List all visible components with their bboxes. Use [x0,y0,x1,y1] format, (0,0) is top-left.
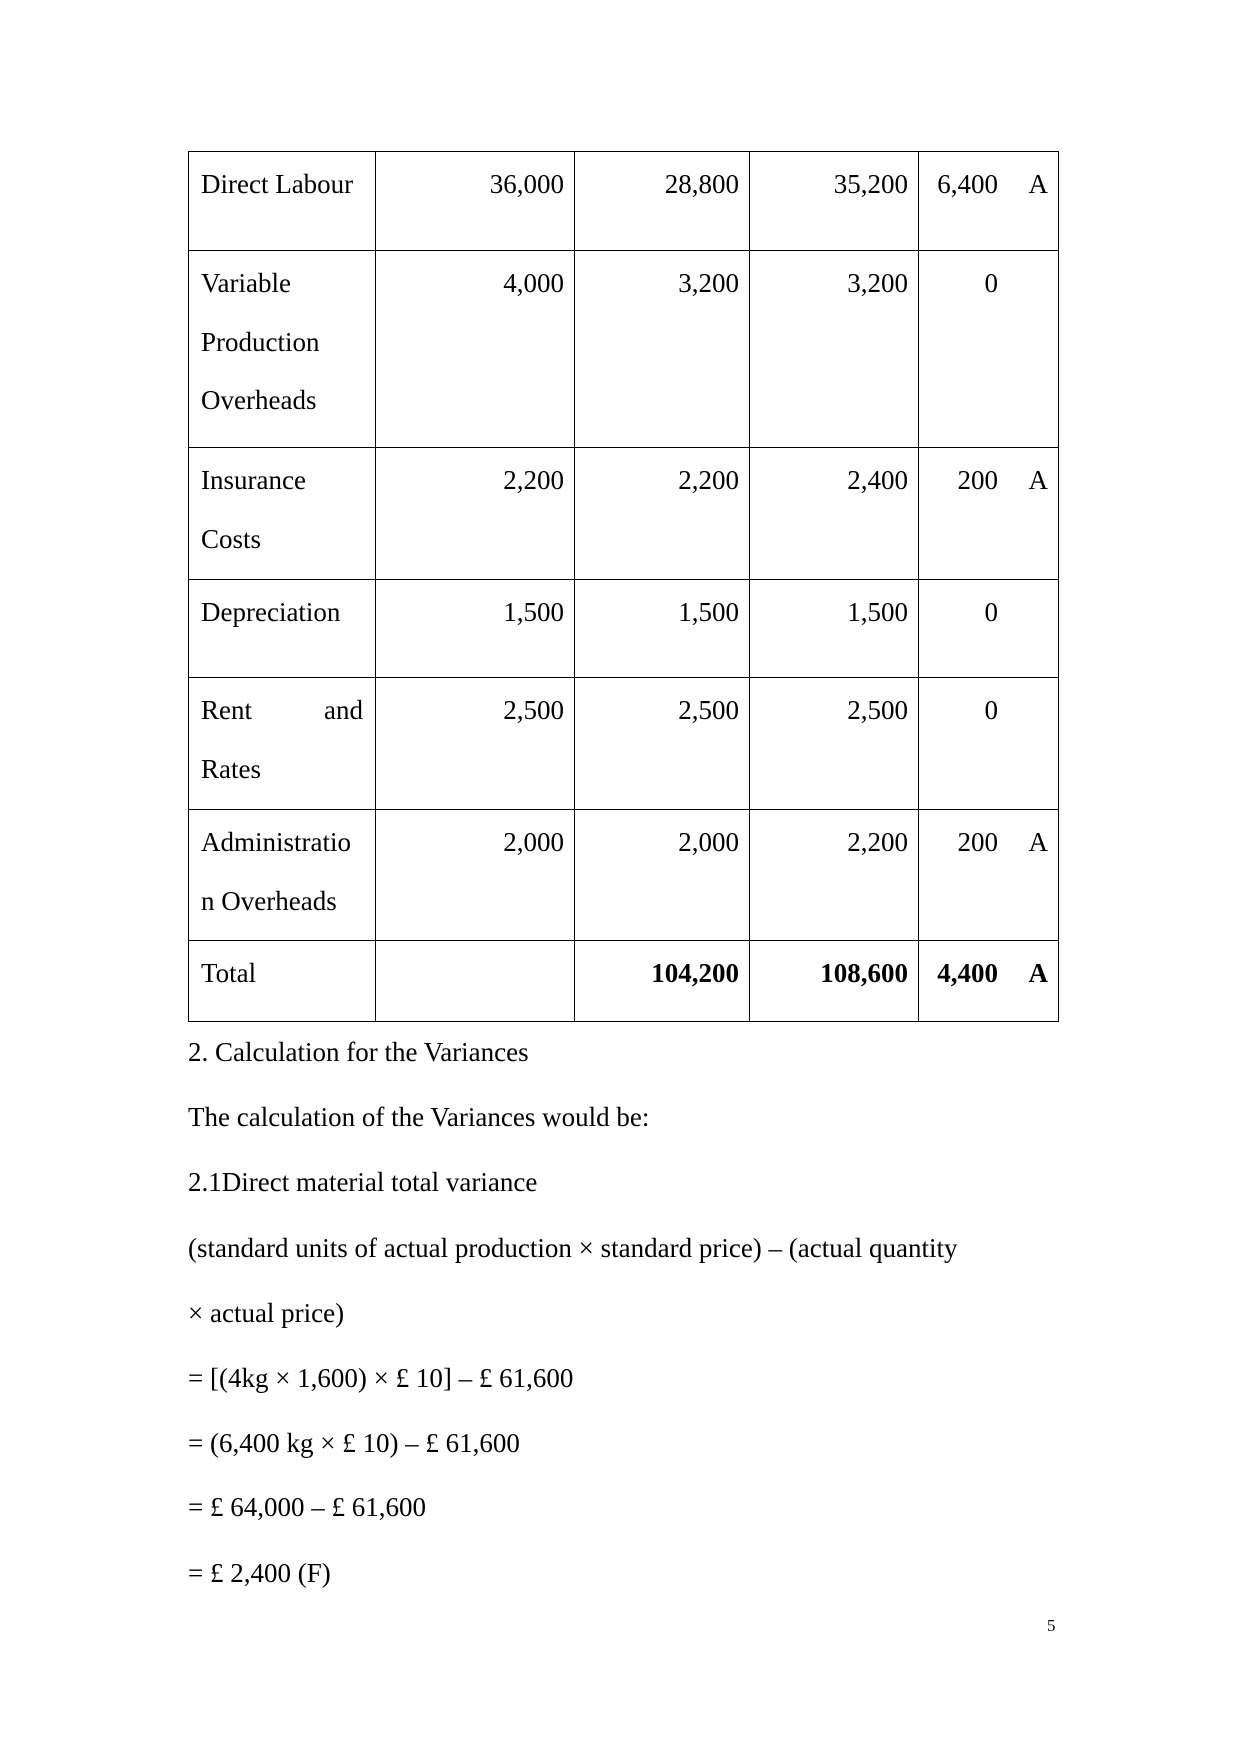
table-row [189,941,1059,1022]
calc-step-3: = £ 64,000 – £ 61,600 [188,1492,426,1522]
variance-table [188,151,1059,1022]
value-cell: 36,000 [376,152,575,251]
row-label-line: Variable [201,268,291,298]
variance-flag: A [1028,169,1048,199]
row-label [189,580,376,678]
value-cell: 2,000 [575,810,750,941]
row-label-line: Direct Labour [201,169,354,199]
value-cell [376,941,575,1022]
row-label-line: Overheads [201,385,317,415]
value-cell: 2,400 [750,448,919,580]
variance-flag: A [1028,465,1048,495]
variance-value: 200 [957,465,998,495]
calc-result: = £ 2,400 (F) [188,1558,331,1588]
variance-cell [919,810,1059,941]
variance-cell [919,580,1059,678]
variance-cell [919,448,1059,580]
row-label-line: Depreciation [201,597,341,627]
variance-cell [919,152,1059,251]
value-cell: 108,600 [750,941,919,1022]
value-cell: 2,000 [376,810,575,941]
value-cell: 2,200 [575,448,750,580]
row-label-line: Rates [201,753,261,784]
row-label-line: Rent and [201,695,363,725]
variance-flag: A [1028,827,1048,857]
value-cell: 2,200 [376,448,575,580]
row-label [189,810,376,941]
row-label-line: n Overheads [201,885,337,916]
page-number: 5 [1047,1616,1056,1635]
table-row [189,448,1059,580]
calc-step-2: = (6,400 kg × £ 10) – £ 61,600 [188,1428,520,1458]
variance-value: 6,400 [937,169,998,199]
row-label-line: Production [201,326,320,357]
value-cell: 2,500 [575,678,750,810]
variance-value: 0 [984,695,998,725]
variance-cell [919,941,1059,1022]
table-row [189,810,1059,941]
table-row [189,152,1059,251]
row-label-line: Administratio [201,827,351,857]
value-cell: 1,500 [750,580,919,678]
value-cell: 2,200 [750,810,919,941]
table-row [189,678,1059,810]
row-label [189,251,376,448]
calc-step-1: = [(4kg × 1,600) × £ 10] – £ 61,600 [188,1363,574,1393]
value-cell: 3,200 [575,251,750,448]
variance-value: 0 [984,268,998,298]
row-label-line: Total [201,958,257,988]
value-cell: 1,500 [575,580,750,678]
value-cell: 3,200 [750,251,919,448]
value-cell: 1,500 [376,580,575,678]
row-label-line: Costs [201,523,262,554]
value-cell: 28,800 [575,152,750,251]
variance-flag: A [1028,958,1048,988]
value-cell: 2,500 [750,678,919,810]
row-label-line: Insurance [201,465,306,495]
row-label [189,678,376,810]
variance-value: 0 [984,597,998,627]
variance-cell [919,251,1059,448]
row-label [189,941,376,1022]
value-cell: 2,500 [376,678,575,810]
row-label [189,448,376,580]
formula-line-2: × actual price) [188,1298,345,1328]
value-cell: 104,200 [575,941,750,1022]
table-row [189,251,1059,448]
intro-line: The calculation of the Variances would be: [188,1102,650,1132]
value-cell: 4,000 [376,251,575,448]
formula-line-1: (standard units of actual production × standard price) – (actual quantity [188,1233,958,1263]
value-cell: 35,200 [750,152,919,251]
section-heading: 2. Calculation for the Variances [188,1037,529,1067]
variance-cell [919,678,1059,810]
variance-value: 200 [957,827,998,857]
subsection-heading: 2.1Direct material total variance [188,1167,538,1197]
variance-value: 4,400 [937,958,998,988]
row-label [189,152,376,251]
table-row [189,580,1059,678]
